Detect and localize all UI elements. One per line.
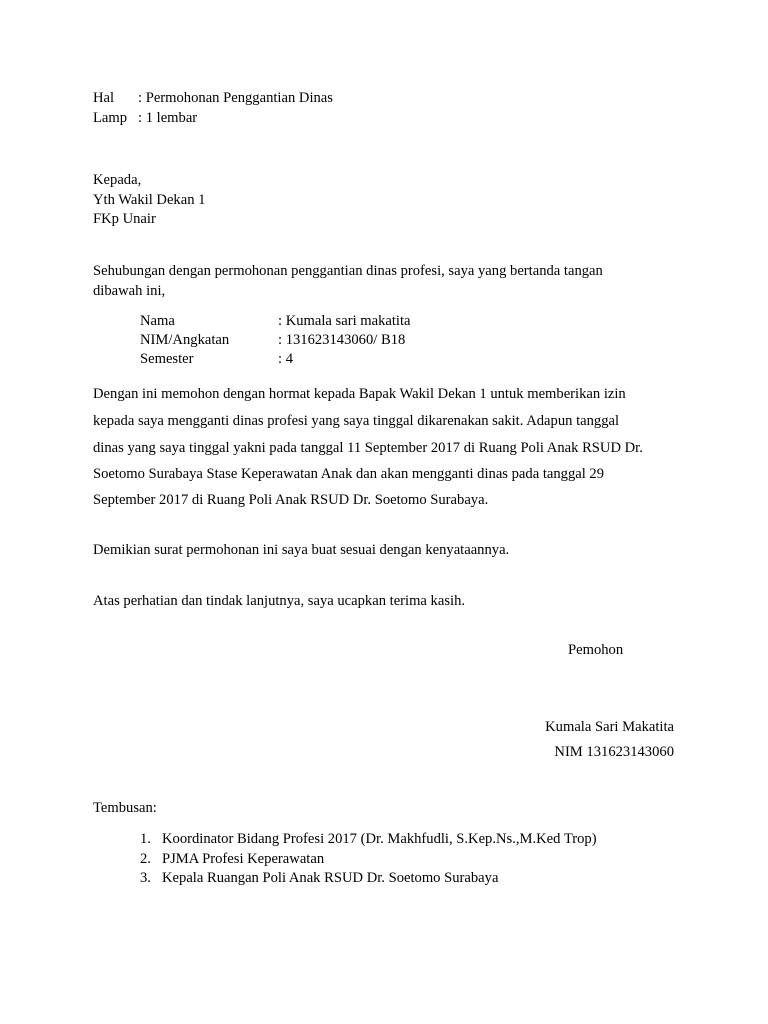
signature-name: Kumala Sari Makatita	[545, 719, 674, 735]
cc-item-text: Koordinator Bidang Profesi 2017 (Dr. Makhfudli, S.Kep.Ns.,M.Ked Trop)	[162, 831, 597, 847]
identity-row-semester	[140, 350, 293, 370]
body-line-5: September 2017 di Ruang Poli Anak RSUD Dr. Soetomo Surabaya.	[93, 492, 489, 508]
identity-value: : 131623143060/ B18	[278, 332, 406, 348]
attachment-label: Lamp	[93, 110, 128, 126]
cc-item	[140, 869, 498, 889]
subject-line	[93, 89, 333, 109]
intro-line-2: dibawah ini,	[93, 283, 166, 299]
recipient-institution: FKp Unair	[93, 211, 156, 227]
cc-item	[140, 850, 324, 870]
cc-item	[140, 830, 597, 850]
intro-line-1: Sehubungan dengan permohonan penggantian dinas profesi, saya yang bertanda tangan	[93, 263, 603, 279]
closing-statement: Demikian surat permohonan ini saya buat sesuai dengan kenyataannya.	[93, 542, 510, 558]
identity-row-name	[140, 312, 411, 332]
cc-item-number: 1.	[140, 831, 151, 847]
subject-value: : Permohonan Penggantian Dinas	[138, 90, 333, 106]
signature-role: Pemohon	[568, 642, 624, 658]
cc-title: Tembusan:	[93, 800, 157, 816]
identity-label: NIM/Angkatan	[140, 332, 230, 348]
cc-item-text: PJMA Profesi Keperawatan	[162, 851, 325, 867]
identity-value: : Kumala sari makatita	[278, 313, 411, 329]
identity-row-nim	[140, 331, 405, 351]
closing-thanks: Atas perhatian dan tindak lanjutnya, saya ucapkan terima kasih.	[93, 593, 466, 609]
cc-item-text: Kepala Ruangan Poli Anak RSUD Dr. Soetomo Surabaya	[162, 870, 499, 886]
identity-label: Nama	[140, 313, 175, 329]
signature-nim: NIM 131623143060	[554, 744, 674, 760]
identity-label: Semester	[140, 351, 194, 367]
body-line-4: Soetomo Surabaya Stase Keperawatan Anak dan akan mengganti dinas pada tanggal 29	[93, 466, 605, 482]
body-line-1: Dengan ini memohon dengan hormat kepada Bapak Wakil Dekan 1 untuk memberikan izin	[93, 386, 626, 402]
body-line-2: kepada saya mengganti dinas profesi yang saya tinggal dikarenakan sakit. Adapun tanggal	[93, 413, 620, 429]
attachment-value: : 1 lembar	[138, 110, 198, 126]
cc-item-number: 3.	[140, 870, 151, 886]
subject-label: Hal	[93, 90, 115, 106]
attachment-line	[93, 109, 197, 129]
body-line-3: dinas yang saya tinggal yakni pada tanggal 11 September 2017 di Ruang Poli Anak RSUD Dr.	[93, 440, 643, 456]
identity-value: : 4	[278, 351, 293, 367]
recipient-greeting: Kepada,	[93, 172, 142, 188]
cc-item-number: 2.	[140, 851, 151, 867]
recipient-title: Yth Wakil Dekan 1	[93, 192, 206, 208]
